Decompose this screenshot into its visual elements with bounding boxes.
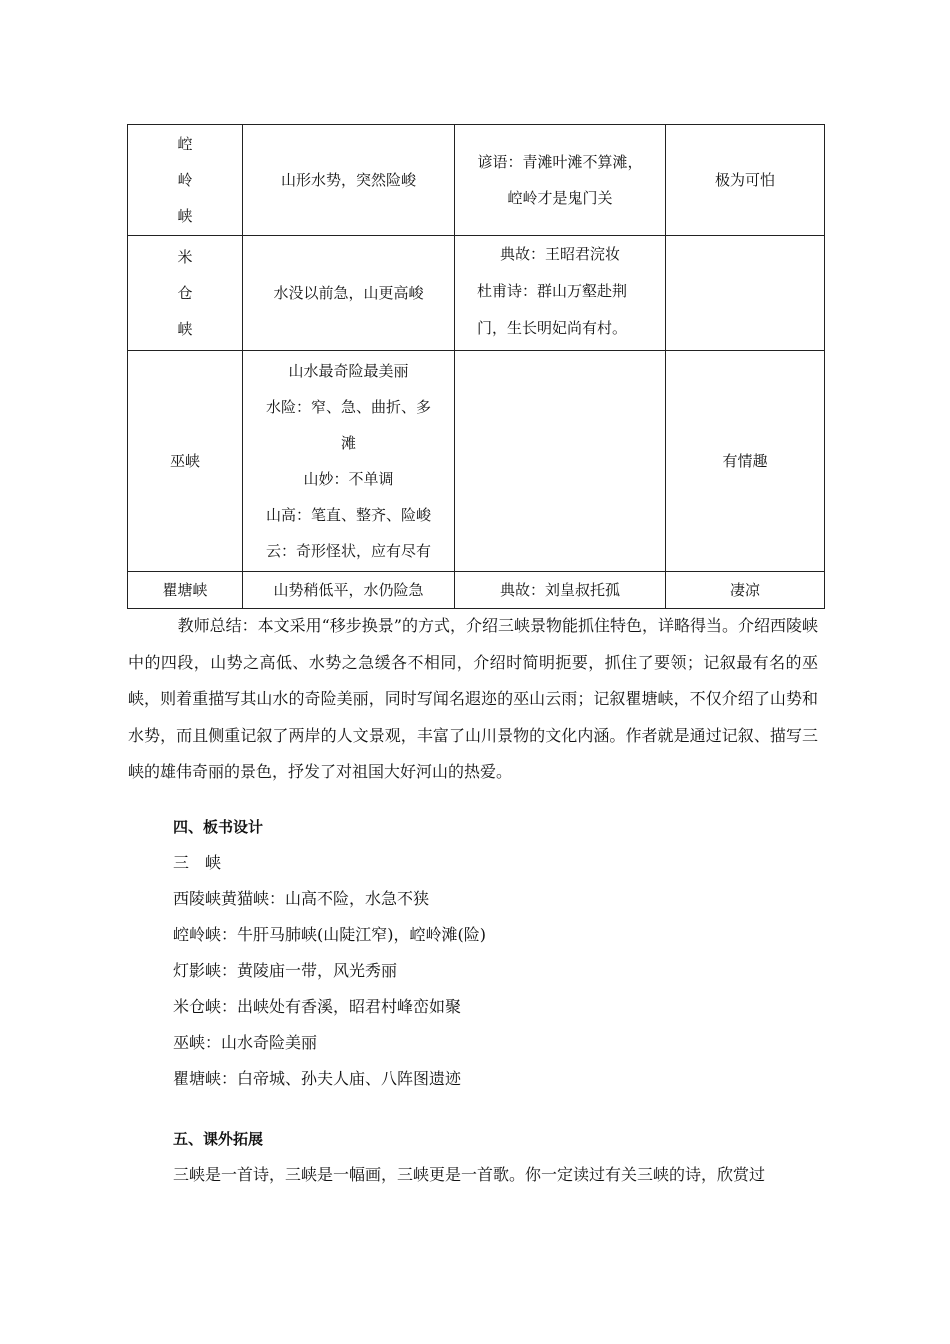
list-item: 瞿塘峡：白帝城、孙夫人庙、八阵图遗迹: [173, 1069, 462, 1088]
list-item: 崆岭峡：牛肝马肺峡(山陡江窄)，崆岭滩(险): [173, 925, 486, 944]
gorge-name-cell: 崆 岭 峡: [128, 125, 243, 236]
section-extension: [173, 1121, 833, 1193]
table-row: [128, 236, 825, 351]
teacher-summary: 教师总结：本文采用“移步换景”的方式，介绍三峡景物能抓住特色，详略得当。介绍西陵峡中的四段，山势之高低、水势之急缓各不相同，介绍时简明扼要，抓住了要领；记叙最有名的巫峡，则着重描写其山水的奇险美丽，同时写闻名遐迩的巫山云雨；记叙瞿塘峡，不仅介绍了山势和水势，而且侧重记叙了两岸的人文景观，丰富了山川景物的文化内涵。作者就是通过记叙、描写三峡的雄伟奇丽的景色，抒发了对祖国大好河山的热爱。: [128, 616, 818, 781]
extension-text: 三峡是一首诗，三峡是一幅画，三峡更是一首歌。你一定读过有关三峡的诗，欣赏过: [173, 1165, 766, 1184]
document-page: [127, 124, 824, 609]
section-board-design: [173, 809, 833, 1097]
reference-cell: 典故：刘皇叔托孤: [455, 572, 666, 609]
feeling-cell: 凄凉: [666, 572, 825, 609]
feeling-cell: [666, 236, 825, 351]
feature-cell: 山水最奇险最美丽 水险：窄、急、曲折、多 滩 山妙：不单调 山高：笔直、整齐、险峻 云：奇形怪状，应有尽有: [243, 351, 455, 572]
table-row: [128, 572, 825, 609]
gorges-table: [127, 124, 825, 609]
gorge-name-cell: 瞿塘峡: [128, 572, 243, 609]
feature-cell: 水没以前急，山更高峻: [243, 236, 455, 351]
gorge-name-cell: 米 仓 峡: [128, 236, 243, 351]
section-heading: 五、课外拓展: [173, 1130, 264, 1148]
summary-block: [128, 608, 828, 791]
board-title: 三 峡: [173, 853, 222, 872]
feature-cell: 山形水势，突然险峻: [243, 125, 455, 236]
feeling-cell: 有情趣: [666, 351, 825, 572]
list-item: 灯影峡：黄陵庙一带，风光秀丽: [173, 961, 398, 980]
section-heading: 四、板书设计: [173, 818, 264, 836]
list-item: 巫峡：山水奇险美丽: [173, 1033, 318, 1052]
gorge-name-cell: 巫峡: [128, 351, 243, 572]
table-row: [128, 125, 825, 236]
feeling-cell: 极为可怕: [666, 125, 825, 236]
reference-cell: 谚语：青滩叶滩不算滩， 崆岭才是鬼门关: [455, 125, 666, 236]
list-item: 米仓峡：出峡处有香溪，昭君村峰峦如聚: [173, 997, 462, 1016]
feature-cell: 山势稍低平，水仍险急: [243, 572, 455, 609]
list-item: 西陵峡黄猫峡：山高不险，水急不狭: [173, 889, 430, 908]
reference-cell: [455, 351, 666, 572]
table-row: [128, 351, 825, 572]
reference-cell: 典故：王昭君浣妆 杜甫诗：群山万壑赴荆 门，生长明妃尚有村。: [455, 236, 666, 351]
